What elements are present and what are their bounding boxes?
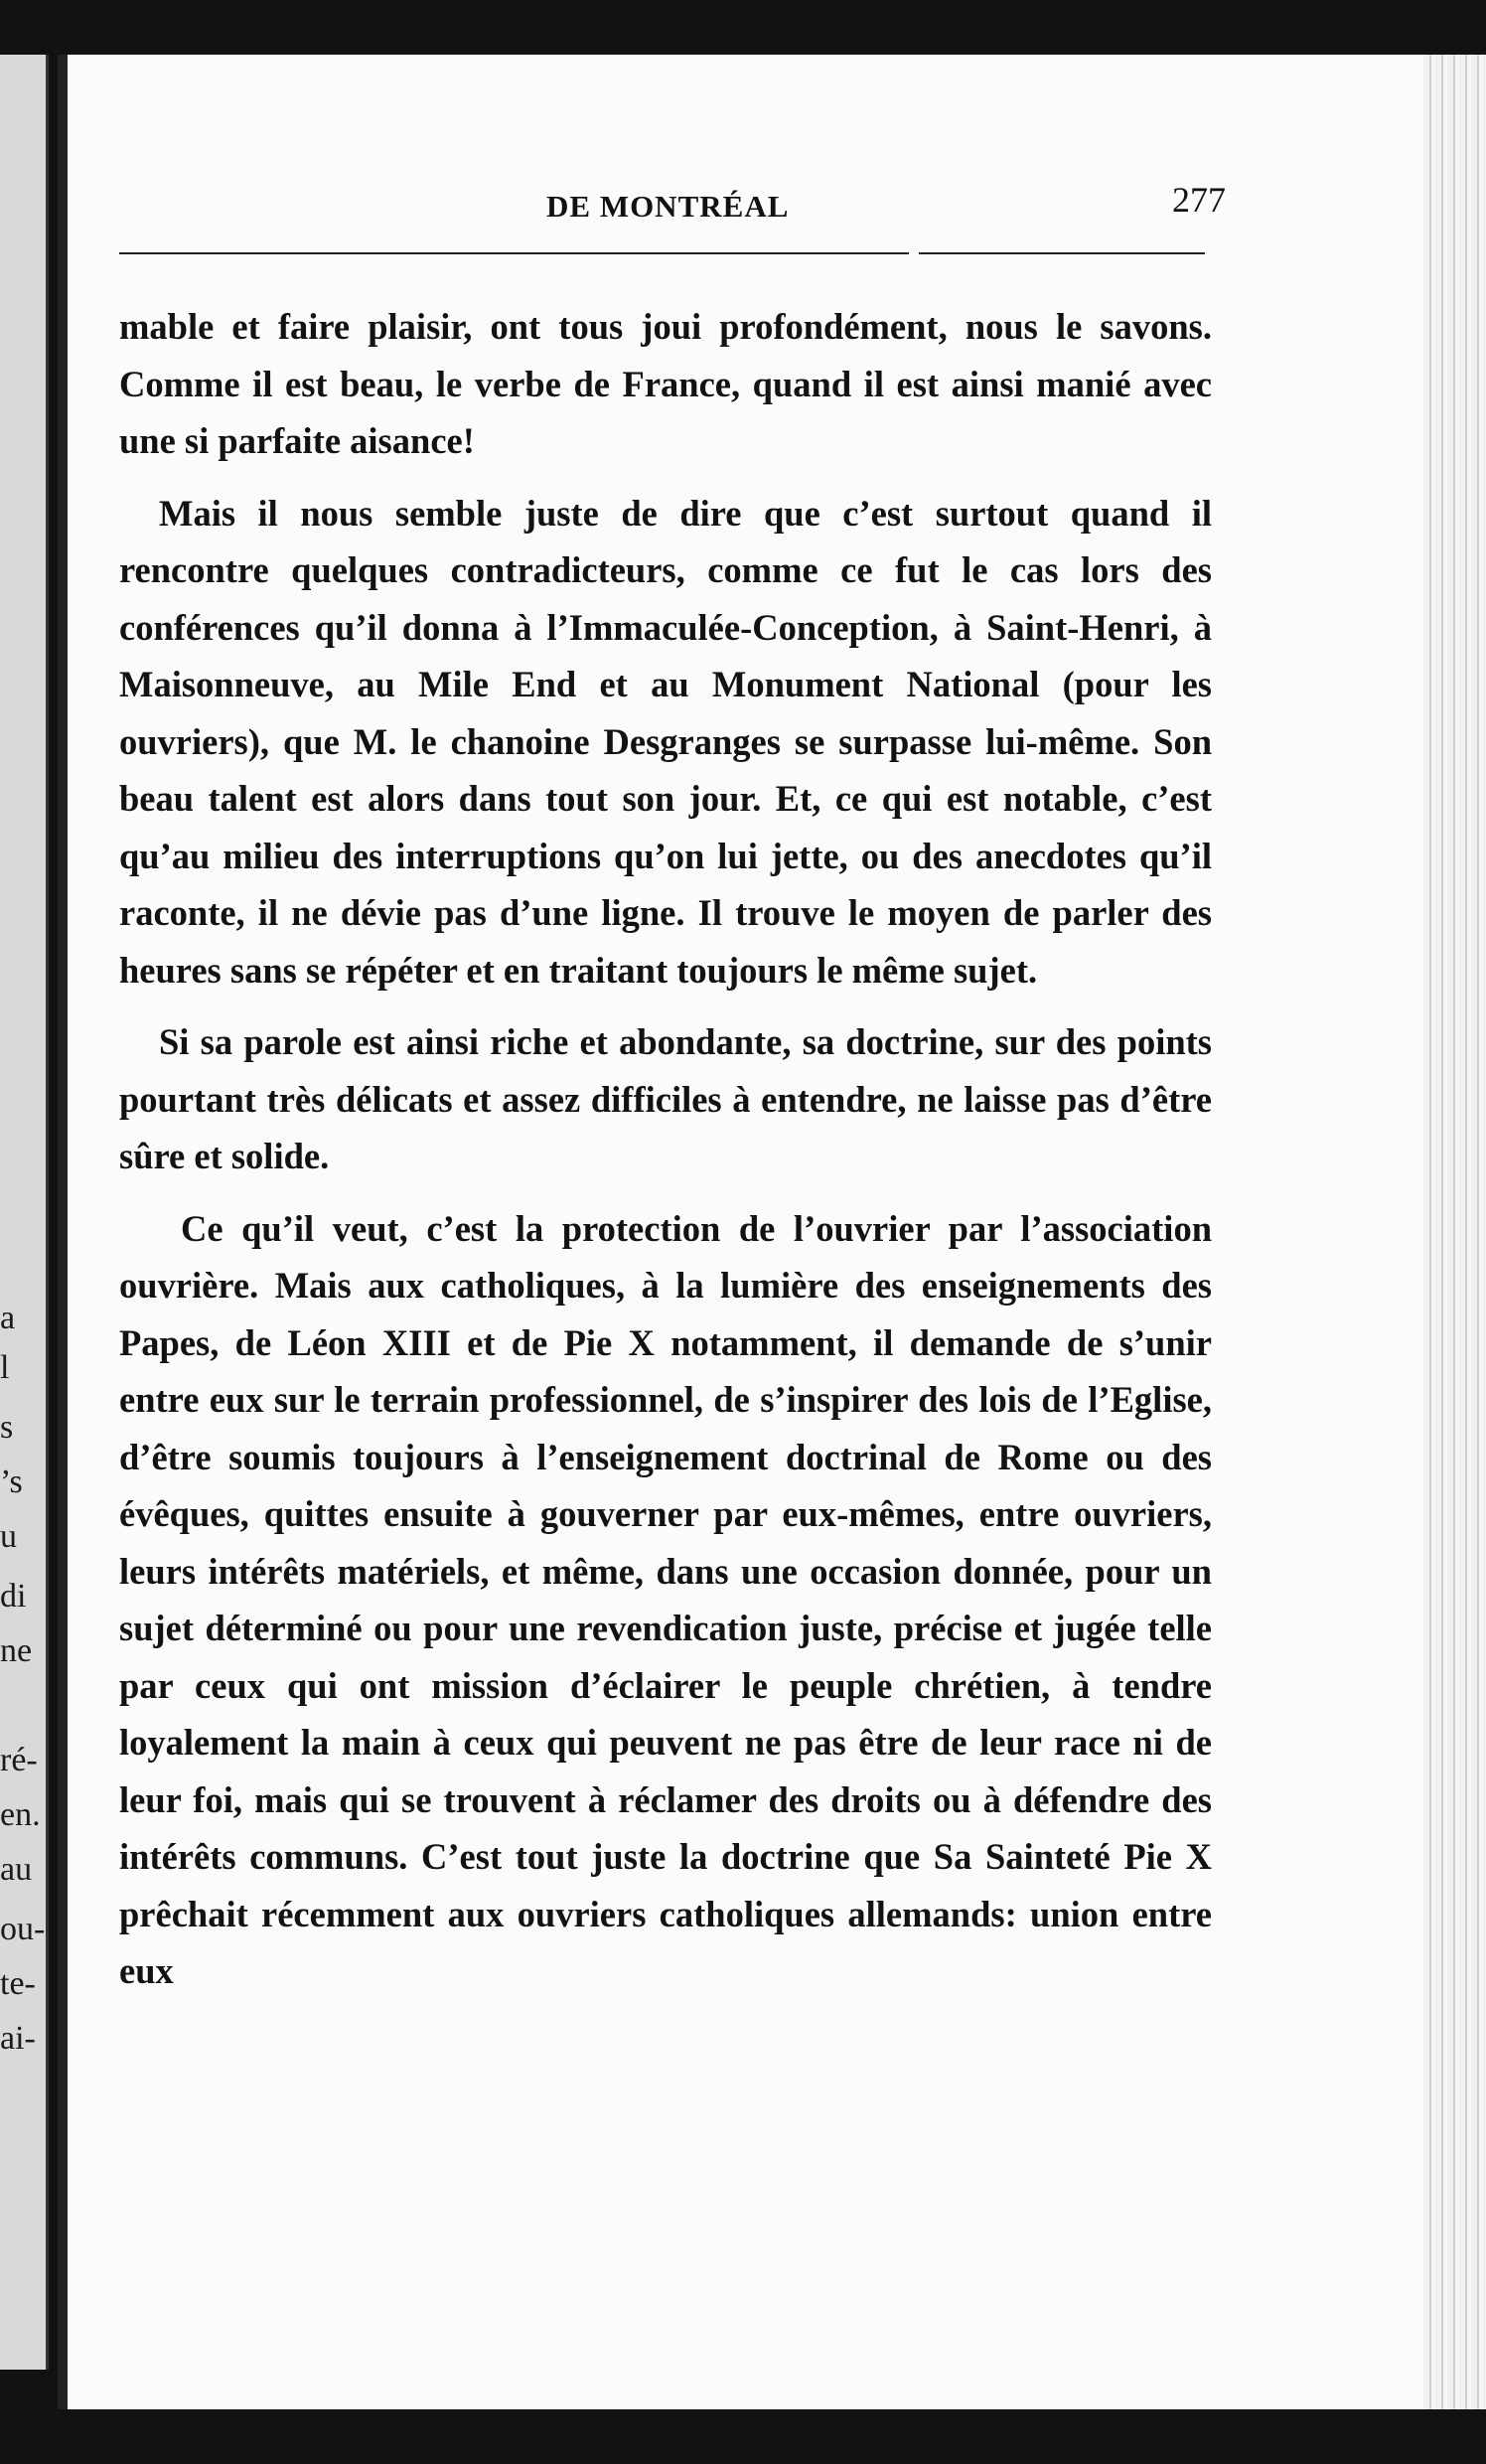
left-page-fragment: ne — [0, 1632, 33, 1669]
left-page-fragment: ’s — [0, 1463, 23, 1500]
left-page-margin — [0, 55, 49, 2370]
left-page-fragment: u — [0, 1518, 17, 1555]
left-page-fragment: en. — [0, 1796, 41, 1833]
left-page-fragment: te- — [0, 1965, 36, 2002]
left-page-fragment: au — [0, 1851, 33, 1888]
header-rule — [119, 252, 909, 254]
paragraph: mable et faire plaisir, ont tous joui profondément, nous le savons. Comme il est beau, le verbe de France, quand il est ainsi manié avec une si parfaite aisance! — [119, 306, 1212, 461]
page-header — [119, 179, 1226, 238]
paragraph: Si sa parole est ainsi riche et abondante, sa doctrine, sur des points pourtant très délicats et assez difficiles à entendre, ne laisse pas d’être sûre et solide. — [119, 1021, 1212, 1176]
left-page-fragment: a — [0, 1300, 16, 1336]
body-text — [119, 298, 1212, 2015]
running-head: DE MONTRÉAL — [546, 189, 790, 224]
page-edge — [1423, 55, 1486, 2409]
left-page-fragment: l — [0, 1349, 10, 1386]
left-page-fragment: ré- — [0, 1742, 38, 1778]
left-page-fragment: di — [0, 1578, 27, 1615]
left-page-fragment: ai- — [0, 2020, 36, 2057]
page-number: 277 — [1172, 180, 1226, 220]
left-page-fragment: s — [0, 1409, 14, 1446]
left-page-fragment: ou- — [0, 1911, 46, 1947]
header-rule — [919, 252, 1205, 254]
paragraph: Mais il nous semble juste de dire que c’est surtout quand il rencontre quelques contradicteurs, comme ce fut le cas lors des conférences qu’il donna à l’Immaculée-Conception, à Saint-Henri, à Maisonneuve, au Mile End et au Monument National (pour les ouvriers), que M. le chanoine Desgranges se surpasse lui-même. Son beau talent est alors dans tout son jour. Et, ce qui est notable, c’est qu’au milieu des interruptions qu’on lui jette, ou des anecdotes qu’il raconte, il ne dévie pas d’une ligne. Il trouve le moyen de parler des heures sans se répéter et en traitant toujours le même sujet. — [119, 492, 1212, 991]
paragraph: Ce qu’il veut, c’est la protection de l’ouvrier par l’association ouvrière. Mais aux catholiques, à la lumière des enseignements des Papes, de Léon XIII et de Pie X notamment, il demande de s’unir entre eux sur le terrain professionnel, de s’inspirer des lois de l’Eglise, d’être soumis toujours à l’enseignement doctrinal de Rome ou des évêques, quittes ensuite à gouverner par eux-mêmes, entre ouvriers, leurs intérêts matériels, et même, dans une occasion donnée, pour un sujet déterminé ou pour une revendication juste, précise et jugée telle par ceux qui ont mission d’éclairer le peuple chrétien, à tendre loyalement la main à ceux qui peuvent ne pas être de leur race ni de leur foi, mais qui se trouvent à réclamer des droits ou à défendre des intérêts communs. C’est tout juste la doctrine que Sa Sainteté Pie X prêchait récemment aux ouvriers catholiques allemands: union entre eux — [119, 1207, 1212, 1991]
